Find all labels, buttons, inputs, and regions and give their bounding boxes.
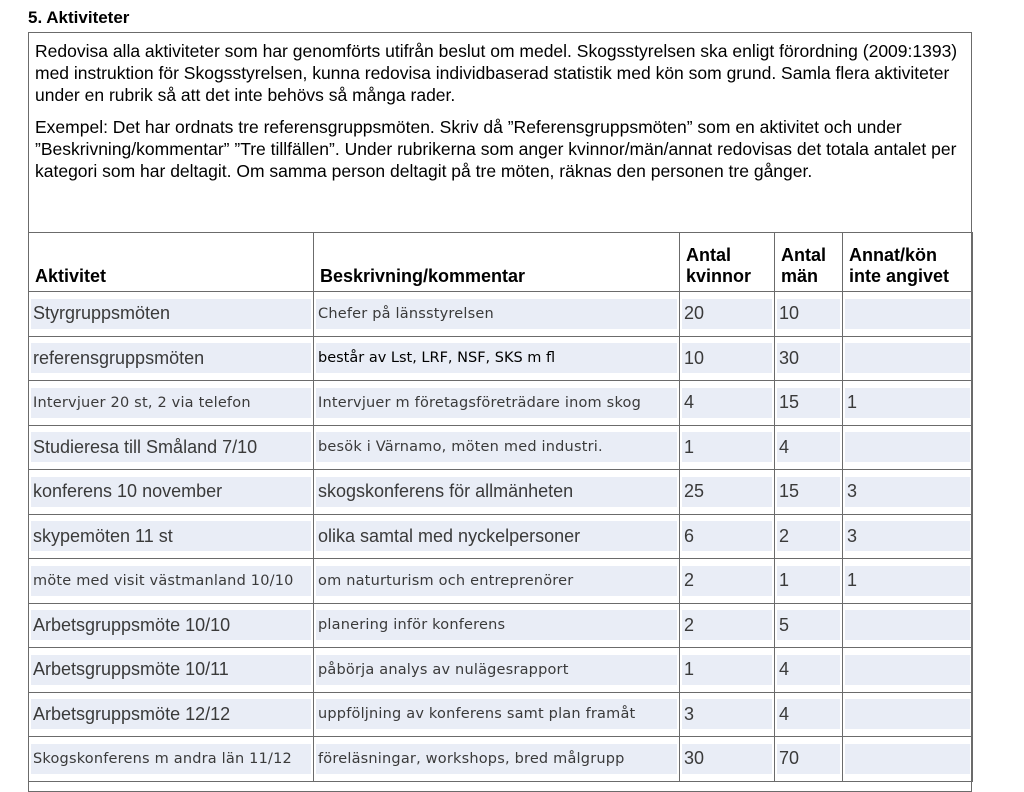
annat-field[interactable]: 1 xyxy=(845,388,970,418)
table-row xyxy=(29,425,973,470)
man-field[interactable]: 2 xyxy=(777,521,840,551)
table-row xyxy=(29,336,973,381)
table-row xyxy=(29,692,973,737)
header-annat xyxy=(843,233,973,292)
header-kvinnor-line1: Antal xyxy=(686,245,731,265)
annat-field[interactable] xyxy=(845,432,970,462)
header-man-line1: Antal xyxy=(781,245,826,265)
beskrivning-field[interactable]: planering inför konferens xyxy=(316,610,677,640)
beskrivning-field[interactable]: om naturturism och entreprenörer xyxy=(316,566,677,596)
aktivitet-field[interactable]: Intervjuer 20 st, 2 via telefon xyxy=(31,388,311,418)
aktivitet-field[interactable]: möte med visit västmanland 10/10 xyxy=(31,566,311,596)
header-man xyxy=(775,233,843,292)
man-field[interactable]: 15 xyxy=(777,388,840,418)
aktivitet-field[interactable]: Arbetsgruppsmöte 10/11 xyxy=(31,655,311,685)
instructions xyxy=(35,40,967,192)
header-aktivitet-label: Aktivitet xyxy=(35,266,107,286)
kvinnor-field[interactable]: 10 xyxy=(682,343,772,373)
man-field[interactable]: 15 xyxy=(777,477,840,507)
beskrivning-field[interactable]: uppföljning av konferens samt plan framåt xyxy=(316,699,677,729)
aktivitet-field[interactable]: referensgruppsmöten xyxy=(31,343,311,373)
kvinnor-field[interactable]: 2 xyxy=(682,610,772,640)
aktivitet-field[interactable]: skypemöten 11 st xyxy=(31,521,311,551)
aktivitet-field[interactable]: konferens 10 november xyxy=(31,477,311,507)
kvinnor-field[interactable]: 6 xyxy=(682,521,772,551)
aktivitet-field[interactable]: Arbetsgruppsmöte 10/10 xyxy=(31,610,311,640)
table-row xyxy=(29,470,973,515)
kvinnor-field[interactable]: 20 xyxy=(682,299,772,329)
table-row xyxy=(29,292,973,337)
aktivitet-field[interactable]: Studieresa till Småland 7/10 xyxy=(31,432,311,462)
kvinnor-field[interactable]: 1 xyxy=(682,655,772,685)
annat-field[interactable] xyxy=(845,343,970,373)
activities-table xyxy=(28,232,973,782)
man-field[interactable]: 30 xyxy=(777,343,840,373)
instructions-paragraph-1: Redovisa alla aktiviteter som har genomförts utifrån beslut om medel. Skogsstyrelsen ska enligt förordning (2009:1393) med instruktion för Skogsstyrelsen, kunna redovisa individbaserad statistik med kön som grund. Samla flera aktiviteter under en rubrik så att det inte behövs så många rader. xyxy=(35,41,958,105)
table-row xyxy=(29,514,973,559)
annat-field[interactable] xyxy=(845,699,970,729)
annat-field[interactable]: 3 xyxy=(845,521,970,551)
table-row xyxy=(29,381,973,426)
header-man-line2: män xyxy=(781,266,819,286)
kvinnor-field[interactable]: 4 xyxy=(682,388,772,418)
kvinnor-field[interactable]: 2 xyxy=(682,566,772,596)
man-field[interactable]: 4 xyxy=(777,655,840,685)
man-field[interactable]: 70 xyxy=(777,744,840,774)
man-field[interactable]: 5 xyxy=(777,610,840,640)
aktivitet-field[interactable]: Skogskonferens m andra län 11/12 xyxy=(31,744,311,774)
header-annat-line2: inte angivet xyxy=(849,266,950,286)
annat-field[interactable] xyxy=(845,655,970,685)
beskrivning-field[interactable]: besök i Värnamo, möten med industri. xyxy=(316,432,677,462)
beskrivning-field[interactable]: föreläsningar, workshops, bred målgrupp xyxy=(316,744,677,774)
table-row xyxy=(29,559,973,604)
man-field[interactable]: 10 xyxy=(777,299,840,329)
header-beskrivning-label: Beskrivning/kommentar xyxy=(320,266,526,286)
kvinnor-field[interactable]: 30 xyxy=(682,744,772,774)
annat-field[interactable] xyxy=(845,744,970,774)
table-row xyxy=(29,737,973,782)
header-annat-line1: Annat/kön xyxy=(849,245,937,265)
annat-field[interactable] xyxy=(845,299,970,329)
aktivitet-field[interactable]: Arbetsgruppsmöte 12/12 xyxy=(31,699,311,729)
header-kvinnor-line2: kvinnor xyxy=(686,266,752,286)
header-kvinnor xyxy=(680,233,775,292)
beskrivning-field[interactable]: påbörja analys av nulägesrapport xyxy=(316,655,677,685)
kvinnor-field[interactable]: 3 xyxy=(682,699,772,729)
kvinnor-field[interactable]: 25 xyxy=(682,477,772,507)
aktivitet-field[interactable]: Styrgruppsmöten xyxy=(31,299,311,329)
table-row xyxy=(29,648,973,693)
beskrivning-field[interactable]: Chefer på länsstyrelsen xyxy=(316,299,677,329)
instructions-paragraph-2: Exempel: Det har ordnats tre referensgruppsmöten. Skriv då ”Referensgruppsmöten” som en aktivitet och under ”Beskrivning/kommentar” ”Tre tillfällen”. Under rubrikerna som anger kvinnor/män/annat redovisas det totala antalet per kategori som har deltagit. Om samma person deltagit på tre möten, räknas den personen tre gånger. xyxy=(35,117,957,181)
annat-field[interactable]: 3 xyxy=(845,477,970,507)
man-field[interactable]: 4 xyxy=(777,699,840,729)
kvinnor-field[interactable]: 1 xyxy=(682,432,772,462)
man-field[interactable]: 4 xyxy=(777,432,840,462)
man-field[interactable]: 1 xyxy=(777,566,840,596)
table-header-row xyxy=(29,233,973,292)
header-beskrivning xyxy=(314,233,680,292)
section-heading: 5. Aktiviteter xyxy=(28,8,130,27)
beskrivning-field[interactable]: består av Lst, LRF, NSF, SKS m fl xyxy=(316,343,677,373)
annat-field[interactable]: 1 xyxy=(845,566,970,596)
table-row xyxy=(29,603,973,648)
beskrivning-field[interactable]: olika samtal med nyckelpersoner xyxy=(316,521,677,551)
beskrivning-field[interactable]: Intervjuer m företagsföreträdare inom skog xyxy=(316,388,677,418)
annat-field[interactable] xyxy=(845,610,970,640)
beskrivning-field[interactable]: skogskonferens för allmänheten xyxy=(316,477,677,507)
header-aktivitet xyxy=(29,233,314,292)
